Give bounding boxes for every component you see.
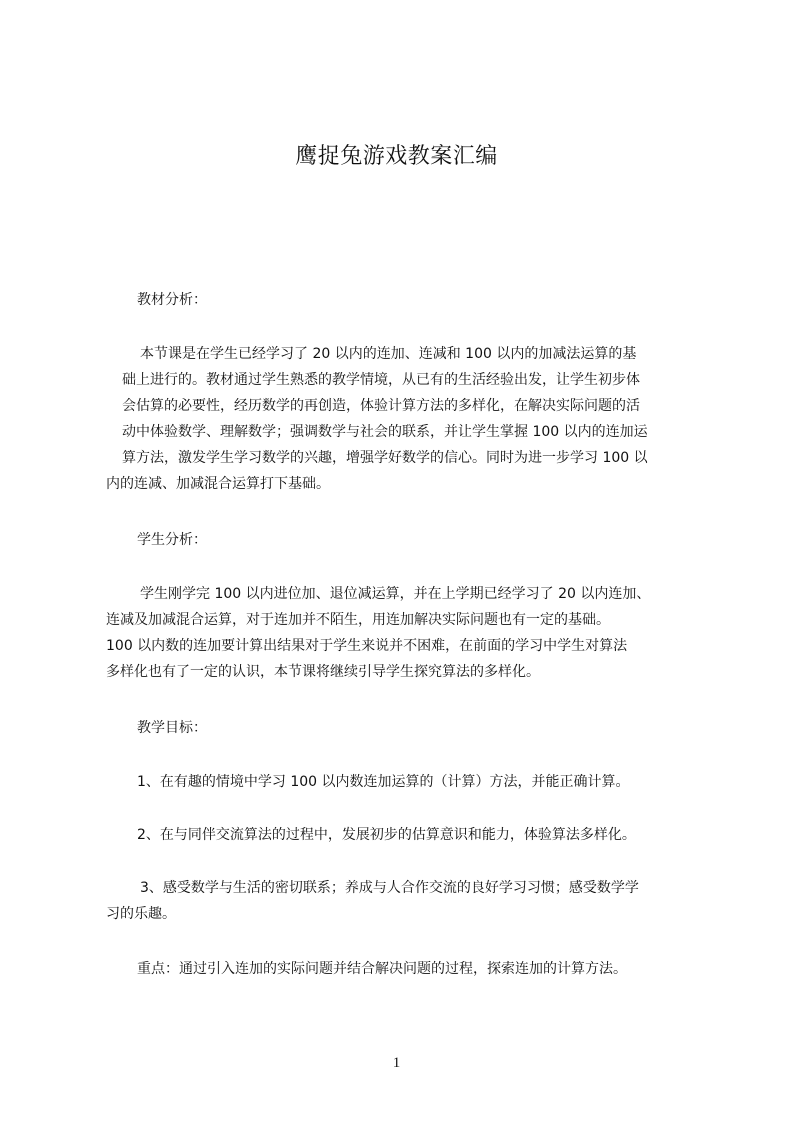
- material-line: 动中体验数学、理解数学；强调数学与社会的联系，并让学生掌握 100 以内的连加运: [122, 424, 648, 440]
- material-line: 会估算的必要性，经历数学的再创造，体验计算方法的多样化，在解决实际问题的活: [122, 398, 640, 414]
- goal-line: 2、在与同伴交流算法的过程中，发展初步的估算意识和能力，体验算法多样化。: [137, 827, 636, 843]
- goal-item-3: [106, 875, 706, 927]
- material-line: 本节课是在学生已经学习了 20 以内的连加、连减和 100 以内的加减法运算的基: [140, 346, 637, 362]
- student-line: 多样化也有了一定的认识，本节课将继续引导学生探究算法的多样化。: [106, 664, 540, 680]
- student-line: 学生刚学完 100 以内进位加、退位减运算，并在上学期已经学习了 20 以内连加、: [140, 586, 651, 602]
- page-number: 1: [392, 1055, 401, 1071]
- goal-item-2: [106, 822, 706, 848]
- goal-item-1: [106, 769, 706, 795]
- document-title: 鹰捉兔游戏教案汇编: [295, 144, 498, 169]
- key-point-line: 重点：通过引入连加的实际问题并结合解决问题的过程，探索连加的计算方法。: [137, 961, 627, 977]
- material-line: 内的连减、加减混合运算打下基础。: [106, 476, 330, 492]
- section-heading-goals: [106, 715, 706, 741]
- goal-line: 习的乐趣。: [106, 906, 176, 922]
- material-heading: 教材分析：: [137, 292, 207, 308]
- goals-heading: 教学目标：: [137, 720, 207, 736]
- student-paragraph: [106, 581, 706, 685]
- student-heading: 学生分析：: [137, 532, 207, 548]
- goal-line: 1、在有趣的情境中学习 100 以内数连加运算的（计算）方法，并能正确计算。: [137, 774, 630, 790]
- section-heading-student: [106, 527, 706, 553]
- material-paragraph: [106, 341, 706, 497]
- material-line: 础上进行的。教材通过学生熟悉的教学情境，从已有的生活经验出发，让学生初步体: [122, 372, 640, 388]
- material-line: 算方法，激发学生学习数学的兴趣，增强学好数学的信心。同时为进一步学习 100 以: [122, 450, 648, 466]
- student-line: 连减及加减混合运算，对于连加并不陌生，用连加解决实际问题也有一定的基础。: [106, 612, 610, 628]
- goal-line: 3、感受数学与生活的密切联系；养成与人合作交流的良好学习习惯；感受数学学: [140, 880, 639, 896]
- section-heading-material: [106, 287, 706, 313]
- key-point: [106, 956, 706, 982]
- student-line: 100 以内数的连加要计算出结果对于学生来说并不困难，在前面的学习中学生对算法: [106, 638, 628, 654]
